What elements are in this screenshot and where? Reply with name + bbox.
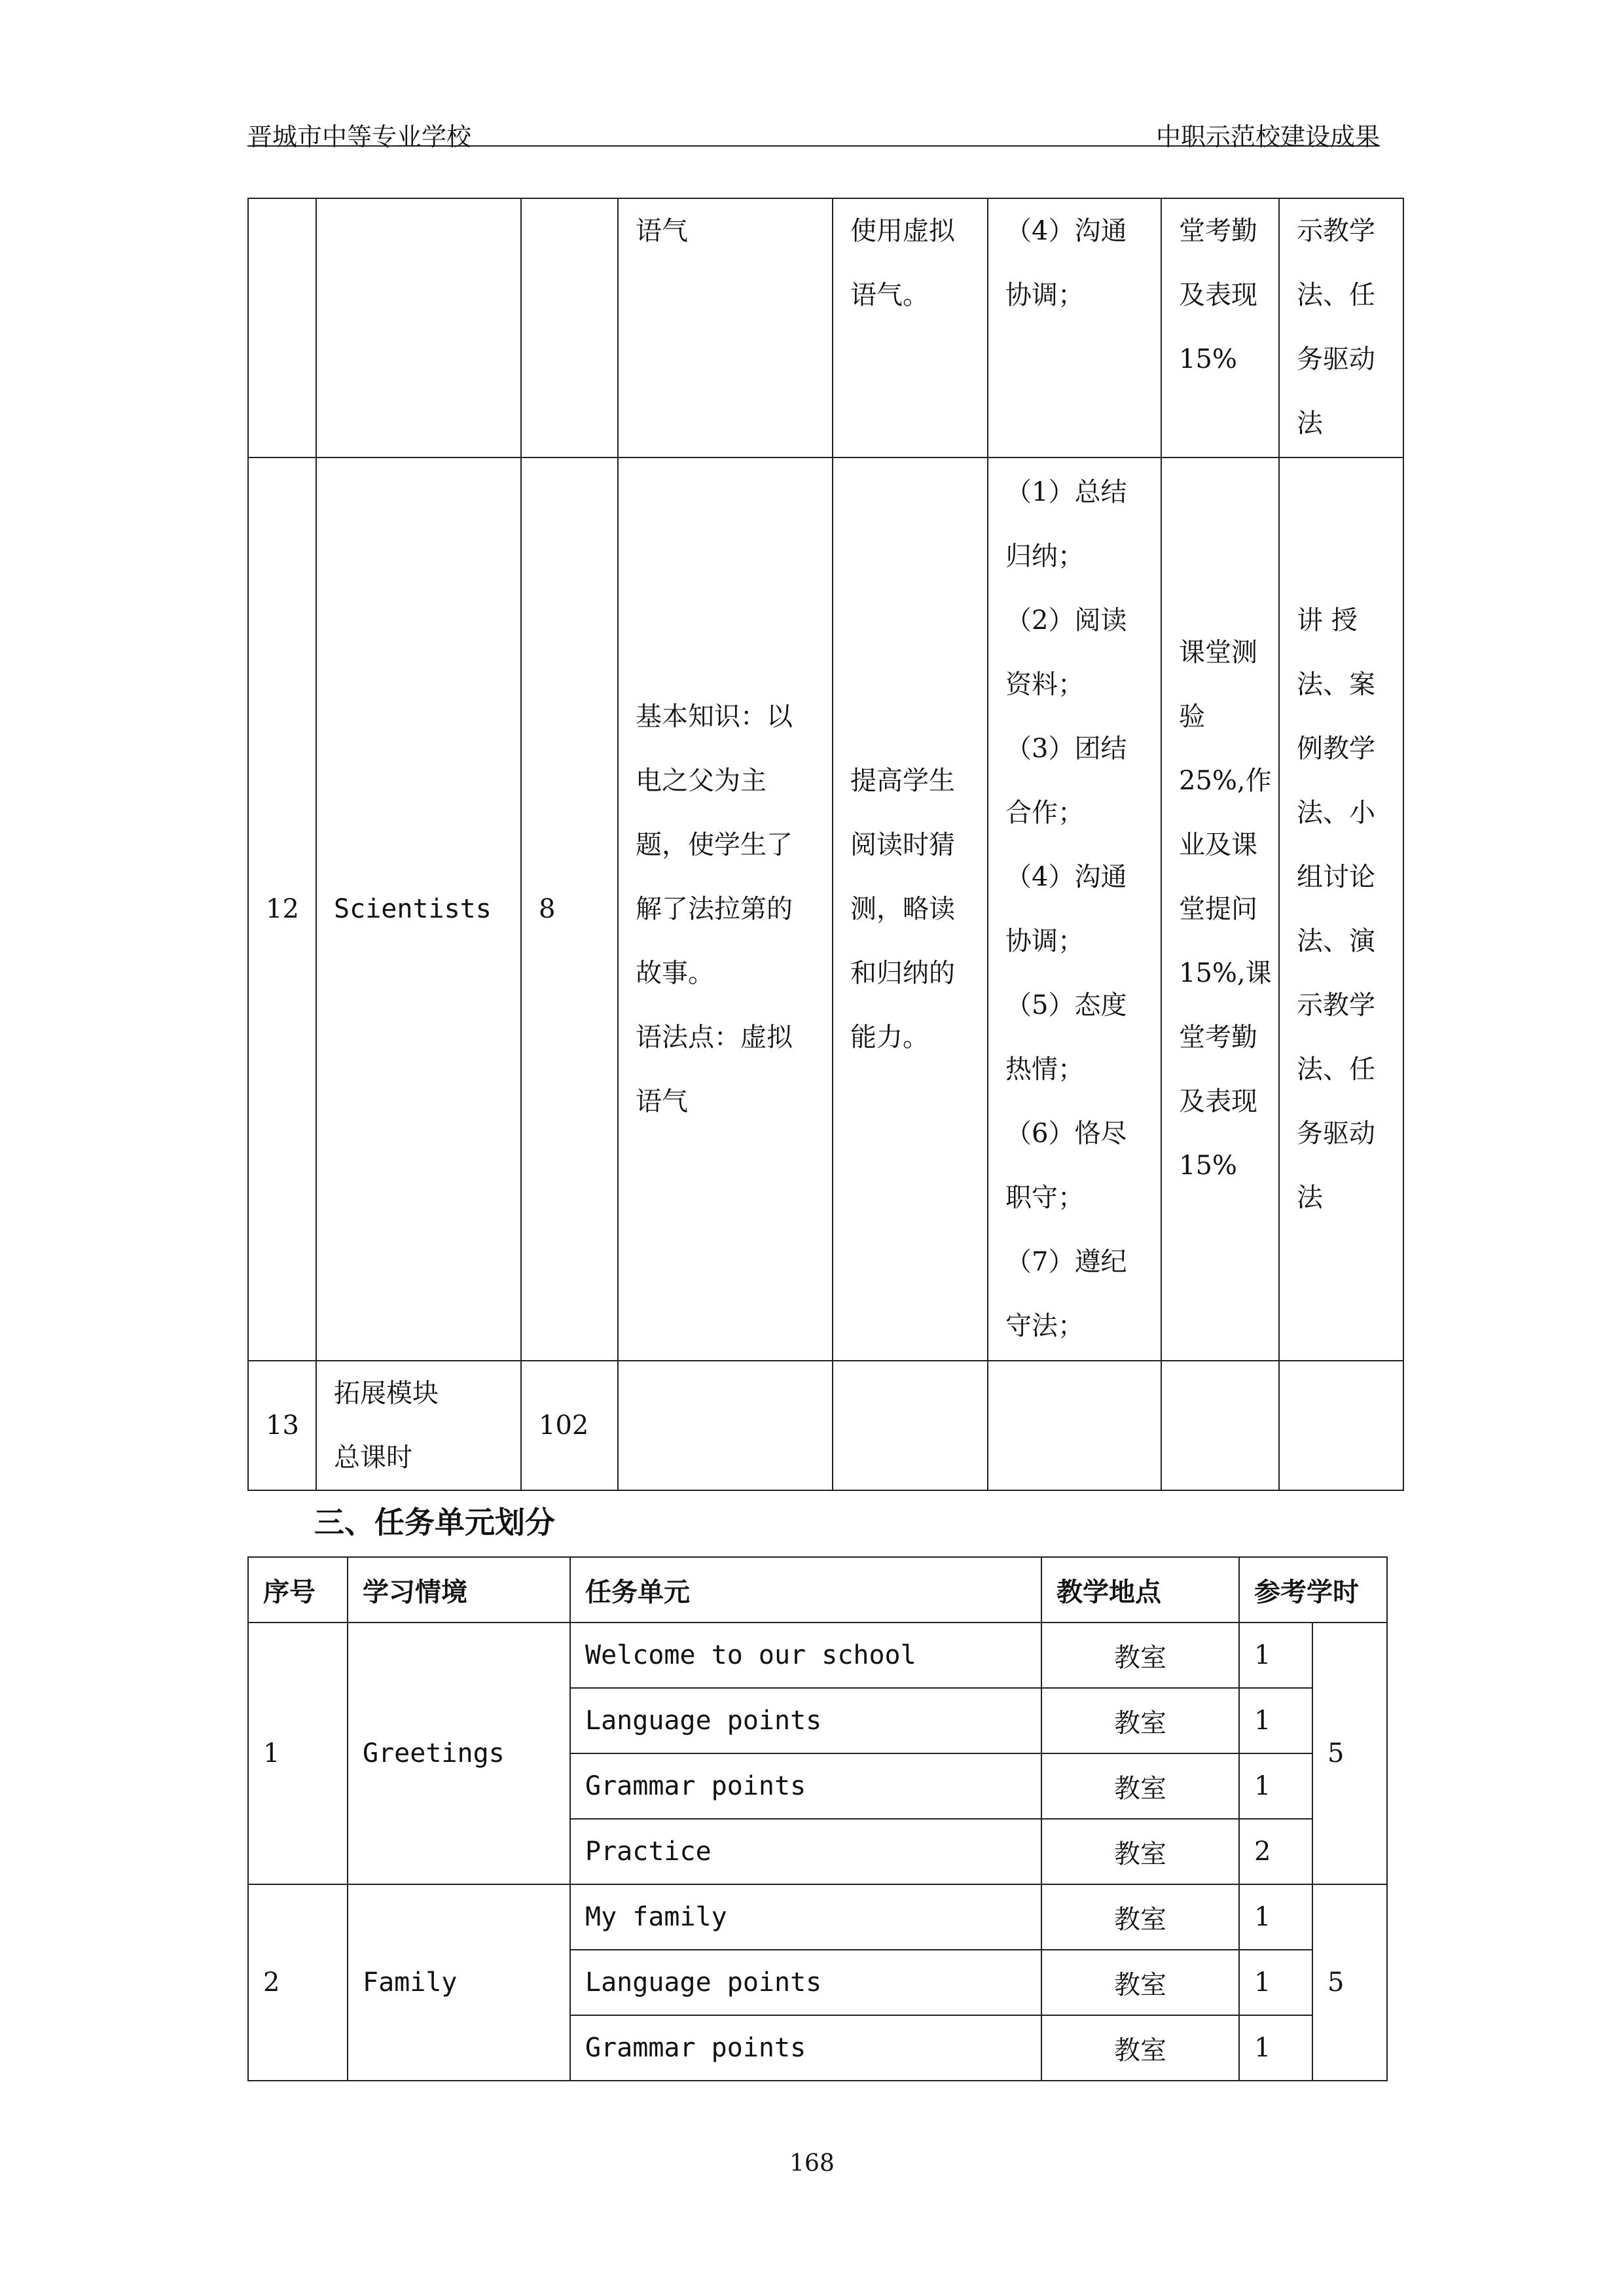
header-no: 序号 (248, 1557, 348, 1623)
cell-unit: Language points (570, 1688, 1041, 1753)
cell-method: 讲 授 法、案 例教学 法、小 组讨论 法、演 示教学 法、任 务驱动 法 (1279, 457, 1403, 1361)
header-school-name: 晋城市中等专业学校 (247, 122, 472, 151)
table-row (248, 1623, 1387, 1688)
table-row (248, 198, 1403, 457)
cell-name: Scientists (316, 457, 521, 1361)
table-row (248, 457, 1403, 1361)
cell-goal: 提高学生 阅读时猜 测，略读 和归纳的 能力。 (833, 457, 988, 1361)
header-situation: 学习情境 (348, 1557, 570, 1623)
header-hours: 参考学时 (1239, 1557, 1387, 1623)
cell-unit: My family (570, 1884, 1041, 1950)
cell-place: 教室 (1041, 1623, 1239, 1688)
cell-total: 5 (1312, 1884, 1387, 2081)
cell-place: 教室 (1041, 1950, 1239, 2015)
cell-name (316, 198, 521, 457)
cell-no (248, 198, 316, 457)
cell-situation: Family (348, 1884, 570, 2081)
cell-goal: 使用虚拟 语气。 (833, 198, 988, 457)
cell-name: 拓展模块 总课时 (316, 1361, 521, 1490)
cell-no: 12 (248, 457, 316, 1361)
cell-situation: Greetings (348, 1623, 570, 1884)
cell-empty (1161, 1361, 1279, 1490)
cell-unit: Welcome to our school (570, 1623, 1041, 1688)
cell-hours: 1 (1239, 1950, 1312, 2015)
cell-hours: 8 (521, 457, 618, 1361)
header-unit: 任务单元 (570, 1557, 1041, 1623)
cell-place: 教室 (1041, 2015, 1239, 2081)
cell-content: 基本知识：以 电之父为主 题，使学生了 解了法拉第的 故事。 语法点：虚拟 语气 (618, 457, 833, 1361)
cell-no: 13 (248, 1361, 316, 1490)
cell-method: 示教学 法、任 务驱动 法 (1279, 198, 1403, 457)
cell-hours (521, 198, 618, 457)
cell-unit: Grammar points (570, 2015, 1041, 2081)
cell-unit: Grammar points (570, 1753, 1041, 1819)
table-row (248, 1884, 1387, 1950)
header-place: 教学地点 (1041, 1557, 1239, 1623)
cell-assess: 堂考勤 及表现 15% (1161, 198, 1279, 457)
course-content-table (247, 198, 1404, 1491)
cell-empty (988, 1361, 1161, 1490)
cell-place: 教室 (1041, 1884, 1239, 1950)
cell-place: 教室 (1041, 1688, 1239, 1753)
cell-empty (833, 1361, 988, 1490)
cell-quality: （4）沟通 协调； (988, 198, 1161, 457)
page-header (247, 117, 1380, 151)
cell-place: 教室 (1041, 1753, 1239, 1819)
table-header-row (248, 1557, 1387, 1623)
cell-total: 5 (1312, 1623, 1387, 1884)
cell-empty (618, 1361, 833, 1490)
section-title: 三、任务单元划分 (314, 1505, 555, 1540)
cell-place: 教室 (1041, 1819, 1239, 1884)
header-report-title: 中职示范校建设成果 (1155, 122, 1380, 151)
cell-hours: 1 (1239, 1623, 1312, 1688)
cell-quality: （1）总结 归纳； （2）阅读 资料； （3）团结 合作； （4）沟通 协调； （5）态度 热情； （6）恪尽 职守； （7）遵纪 守法； (988, 457, 1161, 1361)
cell-content: 语气 (618, 198, 833, 457)
cell-unit: Language points (570, 1950, 1041, 2015)
cell-assess: 课堂测 验 25%,作 业及课 堂提问 15%,课 堂考勤 及表现 15% (1161, 457, 1279, 1361)
table-row (248, 1361, 1403, 1490)
page-number: 168 (789, 2150, 835, 2177)
cell-hours: 1 (1239, 1688, 1312, 1753)
cell-hours: 1 (1239, 2015, 1312, 2081)
cell-hours: 1 (1239, 1884, 1312, 1950)
task-unit-table (247, 1556, 1388, 2081)
cell-no: 2 (248, 1884, 348, 2081)
cell-hours: 2 (1239, 1819, 1312, 1884)
cell-no: 1 (248, 1623, 348, 1884)
cell-unit: Practice (570, 1819, 1041, 1884)
cell-hours: 1 (1239, 1753, 1312, 1819)
cell-empty (1279, 1361, 1403, 1490)
cell-hours: 102 (521, 1361, 618, 1490)
